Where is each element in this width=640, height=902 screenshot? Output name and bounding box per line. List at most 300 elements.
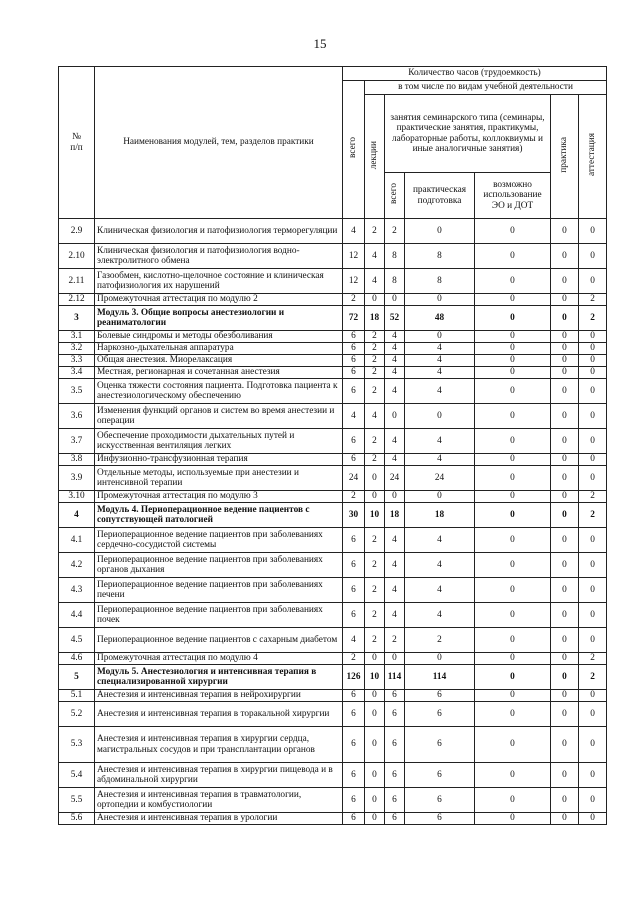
row-number: 5.2: [59, 702, 95, 727]
hours-cell: 2: [365, 331, 385, 343]
row-number: 3: [59, 306, 95, 331]
hours-cell: 6: [405, 763, 475, 788]
hours-cell: 4: [405, 367, 475, 379]
row-title: Инфузионно-трансфузионная терапия: [95, 454, 343, 466]
hours-cell: 0: [365, 702, 385, 727]
row-title: Клиническая физиология и патофизиология водно-электролитного обмена: [95, 244, 343, 269]
hours-cell: 2: [405, 628, 475, 653]
hours-cell: 0: [475, 294, 551, 306]
hours-cell: 4: [385, 355, 405, 367]
hours-cell: 0: [579, 244, 607, 269]
row-number: 3.4: [59, 367, 95, 379]
row-title: Местная, регионарная и сочетанная анестезия: [95, 367, 343, 379]
hours-cell: 24: [405, 466, 475, 491]
table-row: [59, 763, 607, 788]
hours-cell: 6: [343, 528, 365, 553]
row-number: 3.2: [59, 343, 95, 355]
row-title: Анестезия и интенсивная терапия в хирургии пищевода и в абдоминальной хирургии: [95, 763, 343, 788]
hours-cell: 0: [551, 269, 579, 294]
hours-cell: 0: [551, 503, 579, 528]
hours-cell: 0: [385, 294, 405, 306]
hours-cell: 0: [475, 355, 551, 367]
table-row: [59, 244, 607, 269]
hours-cell: 0: [475, 665, 551, 690]
hours-cell: 6: [405, 690, 475, 702]
hours-cell: 0: [579, 690, 607, 702]
hours-cell: 0: [551, 343, 579, 355]
hours-cell: 0: [365, 491, 385, 503]
hours-cell: 2: [365, 343, 385, 355]
hours-cell: 4: [405, 528, 475, 553]
hours-cell: 12: [343, 269, 365, 294]
header-practice: практика: [551, 95, 579, 219]
header-attestation: аттестация: [579, 95, 607, 219]
row-number: 5.4: [59, 763, 95, 788]
hours-cell: 4: [385, 379, 405, 404]
hours-cell: 2: [365, 628, 385, 653]
hours-cell: 0: [475, 454, 551, 466]
hours-cell: 0: [579, 404, 607, 429]
hours-cell: 0: [405, 491, 475, 503]
hours-cell: 0: [365, 763, 385, 788]
hours-cell: 126: [343, 665, 365, 690]
hours-cell: 0: [475, 628, 551, 653]
row-title: Газообмен, кислотно-щелочное состояние и клиническая патофизиология их нарушений: [95, 269, 343, 294]
hours-cell: 0: [579, 553, 607, 578]
hours-cell: 0: [475, 367, 551, 379]
hours-cell: 12: [343, 244, 365, 269]
table-row: [59, 294, 607, 306]
hours-cell: 0: [365, 294, 385, 306]
hours-cell: 2: [365, 454, 385, 466]
row-number: 3.7: [59, 429, 95, 454]
hours-cell: 6: [343, 690, 365, 702]
header-hours: Количество часов (трудоемкость): [343, 67, 607, 81]
hours-cell: 0: [551, 603, 579, 628]
hours-cell: 0: [475, 763, 551, 788]
curriculum-table: [58, 66, 607, 825]
hours-cell: 0: [475, 578, 551, 603]
module-row: [59, 665, 607, 690]
row-title: Оценка тяжести состояния пациента. Подготовка пациента к анестезиологическому обеспечению: [95, 379, 343, 404]
hours-cell: 6: [385, 702, 405, 727]
header-num: № п/п: [59, 67, 95, 219]
hours-cell: 0: [551, 404, 579, 429]
table-row: [59, 367, 607, 379]
row-number: 4.6: [59, 653, 95, 665]
hours-cell: 18: [385, 503, 405, 528]
hours-cell: 6: [405, 727, 475, 763]
hours-cell: 0: [475, 788, 551, 813]
hours-cell: 4: [385, 454, 405, 466]
hours-cell: 4: [405, 355, 475, 367]
row-number: 4: [59, 503, 95, 528]
hours-cell: 0: [551, 355, 579, 367]
row-title: Анестезия и интенсивная терапия в нейрохирургии: [95, 690, 343, 702]
hours-cell: 6: [385, 788, 405, 813]
row-number: 3.5: [59, 379, 95, 404]
table-row: [59, 528, 607, 553]
hours-cell: 8: [405, 269, 475, 294]
hours-cell: 114: [405, 665, 475, 690]
row-title: Модуль 4. Периоперационное ведение пациентов с сопутствующей патологией: [95, 503, 343, 528]
hours-cell: 0: [551, 578, 579, 603]
hours-cell: 4: [385, 528, 405, 553]
hours-cell: 2: [579, 294, 607, 306]
hours-cell: 2: [365, 355, 385, 367]
hours-cell: 6: [343, 379, 365, 404]
row-title: Периоперационное ведение пациентов при заболеваниях органов дыхания: [95, 553, 343, 578]
table-row: [59, 578, 607, 603]
row-title: Анестезия и интенсивная терапия в хирургии сердца, магистральных сосудов и при трансплантации органов: [95, 727, 343, 763]
hours-cell: 0: [385, 404, 405, 429]
hours-cell: 4: [343, 404, 365, 429]
hours-cell: 8: [385, 244, 405, 269]
hours-cell: 6: [405, 813, 475, 825]
table-row: [59, 343, 607, 355]
header-practical-prep: практическая подготовка: [405, 173, 475, 219]
hours-cell: 0: [579, 343, 607, 355]
hours-cell: 4: [385, 578, 405, 603]
row-number: 5.3: [59, 727, 95, 763]
hours-cell: 2: [365, 553, 385, 578]
hours-cell: 4: [385, 603, 405, 628]
hours-cell: 0: [475, 269, 551, 294]
hours-cell: 6: [343, 429, 365, 454]
hours-cell: 4: [405, 454, 475, 466]
hours-cell: 0: [579, 269, 607, 294]
hours-cell: 6: [343, 603, 365, 628]
hours-cell: 0: [579, 429, 607, 454]
hours-cell: 4: [405, 379, 475, 404]
hours-cell: 0: [385, 491, 405, 503]
hours-cell: 6: [343, 727, 365, 763]
hours-cell: 6: [343, 355, 365, 367]
table-row: [59, 553, 607, 578]
hours-cell: 0: [475, 466, 551, 491]
hours-cell: 0: [365, 813, 385, 825]
row-title: Периоперационное ведение пациентов при заболеваниях печени: [95, 578, 343, 603]
hours-cell: 4: [405, 429, 475, 454]
row-title: Изменения функций органов и систем во время анестезии и операции: [95, 404, 343, 429]
row-number: 4.3: [59, 578, 95, 603]
hours-cell: 2: [343, 294, 365, 306]
hours-cell: 0: [551, 553, 579, 578]
row-title: Анестезия и интенсивная терапия в урологии: [95, 813, 343, 825]
row-title: Промежуточная аттестация по модулю 2: [95, 294, 343, 306]
hours-cell: 4: [385, 553, 405, 578]
hours-cell: 2: [343, 491, 365, 503]
header-seminar: занятия семинарского типа (семинары, практические занятия, практикумы, лабораторные работы, коллоквиумы и иные аналогичные занятия): [385, 95, 551, 173]
hours-cell: 0: [551, 528, 579, 553]
hours-cell: 0: [551, 367, 579, 379]
hours-cell: 0: [405, 404, 475, 429]
table-row: [59, 603, 607, 628]
hours-cell: 0: [579, 528, 607, 553]
table-row: [59, 404, 607, 429]
row-number: 3.9: [59, 466, 95, 491]
hours-cell: 0: [579, 367, 607, 379]
hours-cell: 2: [579, 653, 607, 665]
row-number: 5.5: [59, 788, 95, 813]
hours-cell: 6: [405, 702, 475, 727]
hours-cell: 18: [405, 503, 475, 528]
hours-cell: 6: [343, 367, 365, 379]
hours-cell: 0: [551, 813, 579, 825]
hours-cell: 0: [579, 628, 607, 653]
hours-cell: 30: [343, 503, 365, 528]
hours-cell: 2: [385, 219, 405, 244]
hours-cell: 24: [343, 466, 365, 491]
row-title: Промежуточная аттестация по модулю 3: [95, 491, 343, 503]
hours-cell: 0: [551, 454, 579, 466]
table-row: [59, 379, 607, 404]
hours-cell: 0: [551, 763, 579, 788]
hours-cell: 2: [365, 379, 385, 404]
hours-cell: 0: [551, 429, 579, 454]
row-number: 4.1: [59, 528, 95, 553]
hours-cell: 0: [551, 653, 579, 665]
module-row: [59, 306, 607, 331]
hours-cell: 2: [579, 503, 607, 528]
row-title: Периоперационное ведение пациентов при заболеваниях сердечно-сосудистой системы: [95, 528, 343, 553]
hours-cell: 2: [365, 603, 385, 628]
hours-cell: 2: [365, 528, 385, 553]
page-number: 15: [313, 36, 327, 51]
hours-cell: 0: [475, 306, 551, 331]
hours-cell: 6: [343, 813, 365, 825]
row-number: 3.8: [59, 454, 95, 466]
row-number: 5.1: [59, 690, 95, 702]
hours-cell: 2: [579, 306, 607, 331]
table-row: [59, 454, 607, 466]
row-title: Общая анестезия. Миорелаксация: [95, 355, 343, 367]
table-row: [59, 788, 607, 813]
hours-cell: 0: [579, 466, 607, 491]
hours-cell: 0: [475, 343, 551, 355]
hours-cell: 0: [551, 219, 579, 244]
hours-cell: 52: [385, 306, 405, 331]
hours-cell: 6: [405, 788, 475, 813]
hours-cell: 0: [475, 244, 551, 269]
row-title: Промежуточная аттестация по модулю 4: [95, 653, 343, 665]
table-row: [59, 355, 607, 367]
header-total: всего: [343, 81, 365, 219]
row-number: 4.5: [59, 628, 95, 653]
hours-cell: 4: [365, 269, 385, 294]
hours-cell: 0: [475, 653, 551, 665]
row-number: 3.1: [59, 331, 95, 343]
header-name: Наименования модулей, тем, разделов практики: [95, 67, 343, 219]
hours-cell: 0: [551, 466, 579, 491]
hours-cell: 0: [551, 379, 579, 404]
hours-cell: 0: [551, 690, 579, 702]
hours-cell: 0: [475, 429, 551, 454]
hours-cell: 0: [475, 553, 551, 578]
table-row: [59, 219, 607, 244]
row-title: Анестезия и интенсивная терапия в травматологии, ортопедии и комбустиологии: [95, 788, 343, 813]
hours-cell: 6: [385, 690, 405, 702]
hours-cell: 0: [365, 690, 385, 702]
header-incl-types: в том числе по видам учебной деятельности: [365, 81, 607, 95]
hours-cell: 0: [475, 813, 551, 825]
table-row: [59, 466, 607, 491]
row-title: Клиническая физиология и патофизиология терморегуляции: [95, 219, 343, 244]
hours-cell: 6: [343, 454, 365, 466]
hours-cell: 4: [365, 244, 385, 269]
hours-cell: 0: [365, 788, 385, 813]
hours-cell: 6: [385, 763, 405, 788]
row-number: 3.3: [59, 355, 95, 367]
hours-cell: 0: [579, 379, 607, 404]
hours-cell: 0: [475, 690, 551, 702]
row-number: 5: [59, 665, 95, 690]
row-number: 2.10: [59, 244, 95, 269]
hours-cell: 24: [385, 466, 405, 491]
hours-cell: 6: [385, 727, 405, 763]
hours-cell: 0: [385, 653, 405, 665]
hours-cell: 0: [475, 603, 551, 628]
row-title: Анестезия и интенсивная терапия в торакальной хирургии: [95, 702, 343, 727]
hours-cell: 2: [343, 653, 365, 665]
hours-cell: 2: [365, 219, 385, 244]
table-row: [59, 331, 607, 343]
hours-cell: 0: [551, 628, 579, 653]
row-number: 2.9: [59, 219, 95, 244]
hours-cell: 6: [343, 331, 365, 343]
hours-cell: 0: [551, 665, 579, 690]
hours-cell: 0: [579, 603, 607, 628]
hours-cell: 4: [385, 331, 405, 343]
row-title: Модуль 3. Общие вопросы анестезиологии и реаниматологии: [95, 306, 343, 331]
module-row: [59, 503, 607, 528]
row-title: Модуль 5. Анестезиология и интенсивная терапия в специализированной хирургии: [95, 665, 343, 690]
hours-cell: 4: [405, 578, 475, 603]
hours-cell: 10: [365, 503, 385, 528]
table-row: [59, 653, 607, 665]
row-title: Периоперационное ведение пациентов с сахарным диабетом: [95, 628, 343, 653]
header-sem-total: всего: [385, 173, 405, 219]
hours-cell: 2: [579, 665, 607, 690]
hours-cell: 0: [579, 578, 607, 603]
hours-cell: 0: [551, 306, 579, 331]
hours-cell: 10: [365, 665, 385, 690]
hours-cell: 0: [579, 813, 607, 825]
hours-cell: 0: [475, 727, 551, 763]
hours-cell: 0: [475, 379, 551, 404]
row-title: Болевые синдромы и методы обезболивания: [95, 331, 343, 343]
table-row: [59, 429, 607, 454]
hours-cell: 0: [551, 702, 579, 727]
hours-cell: 0: [405, 653, 475, 665]
hours-cell: 4: [343, 219, 365, 244]
hours-cell: 0: [405, 294, 475, 306]
hours-cell: 0: [405, 331, 475, 343]
table-row: [59, 628, 607, 653]
hours-cell: 6: [343, 788, 365, 813]
row-title: Отдельные методы, используемые при анестезии и интенсивной терапии: [95, 466, 343, 491]
hours-cell: 0: [579, 788, 607, 813]
hours-cell: 6: [343, 578, 365, 603]
hours-cell: 2: [365, 578, 385, 603]
hours-cell: 2: [385, 628, 405, 653]
table-row: [59, 491, 607, 503]
hours-cell: 0: [579, 219, 607, 244]
row-number: 3.6: [59, 404, 95, 429]
hours-cell: 0: [365, 727, 385, 763]
row-title: Обеспечение проходимости дыхательных путей и искусственная вентиляция легких: [95, 429, 343, 454]
hours-cell: 48: [405, 306, 475, 331]
hours-cell: 0: [475, 404, 551, 429]
hours-cell: 0: [579, 454, 607, 466]
hours-cell: 114: [385, 665, 405, 690]
hours-cell: 0: [551, 331, 579, 343]
table-row: [59, 690, 607, 702]
hours-cell: 0: [365, 653, 385, 665]
row-number: 2.12: [59, 294, 95, 306]
hours-cell: 0: [475, 528, 551, 553]
hours-cell: 8: [385, 269, 405, 294]
row-title: Наркозно-дыхательная аппаратура: [95, 343, 343, 355]
hours-cell: 0: [579, 331, 607, 343]
hours-cell: 0: [475, 491, 551, 503]
hours-cell: 6: [343, 702, 365, 727]
hours-cell: 72: [343, 306, 365, 331]
hours-cell: 6: [343, 553, 365, 578]
hours-cell: 0: [475, 702, 551, 727]
hours-cell: 2: [579, 491, 607, 503]
hours-cell: 0: [551, 727, 579, 763]
hours-cell: 0: [365, 466, 385, 491]
table-row: [59, 269, 607, 294]
row-number: 4.4: [59, 603, 95, 628]
row-number: 3.10: [59, 491, 95, 503]
hours-cell: 18: [365, 306, 385, 331]
table-row: [59, 727, 607, 763]
hours-cell: 6: [343, 763, 365, 788]
hours-cell: 0: [551, 491, 579, 503]
hours-cell: 8: [405, 244, 475, 269]
hours-cell: 4: [385, 343, 405, 355]
hours-cell: 2: [365, 429, 385, 454]
table-row: [59, 702, 607, 727]
row-number: 2.11: [59, 269, 95, 294]
hours-cell: 4: [385, 429, 405, 454]
hours-cell: 4: [343, 628, 365, 653]
hours-cell: 0: [551, 294, 579, 306]
row-title: Периоперационное ведение пациентов при заболеваниях почек: [95, 603, 343, 628]
hours-cell: 0: [405, 219, 475, 244]
hours-cell: 0: [551, 244, 579, 269]
table-row: [59, 813, 607, 825]
hours-cell: 4: [405, 553, 475, 578]
row-number: 4.2: [59, 553, 95, 578]
hours-cell: 6: [385, 813, 405, 825]
hours-cell: 0: [579, 763, 607, 788]
hours-cell: 0: [475, 219, 551, 244]
hours-cell: 0: [579, 702, 607, 727]
hours-cell: 0: [579, 355, 607, 367]
hours-cell: 0: [551, 788, 579, 813]
hours-cell: 0: [579, 727, 607, 763]
hours-cell: 0: [475, 331, 551, 343]
hours-cell: 4: [405, 603, 475, 628]
hours-cell: 4: [385, 367, 405, 379]
row-number: 5.6: [59, 813, 95, 825]
hours-cell: 4: [405, 343, 475, 355]
hours-cell: 4: [365, 404, 385, 429]
header-lectures: лекции: [365, 95, 385, 219]
